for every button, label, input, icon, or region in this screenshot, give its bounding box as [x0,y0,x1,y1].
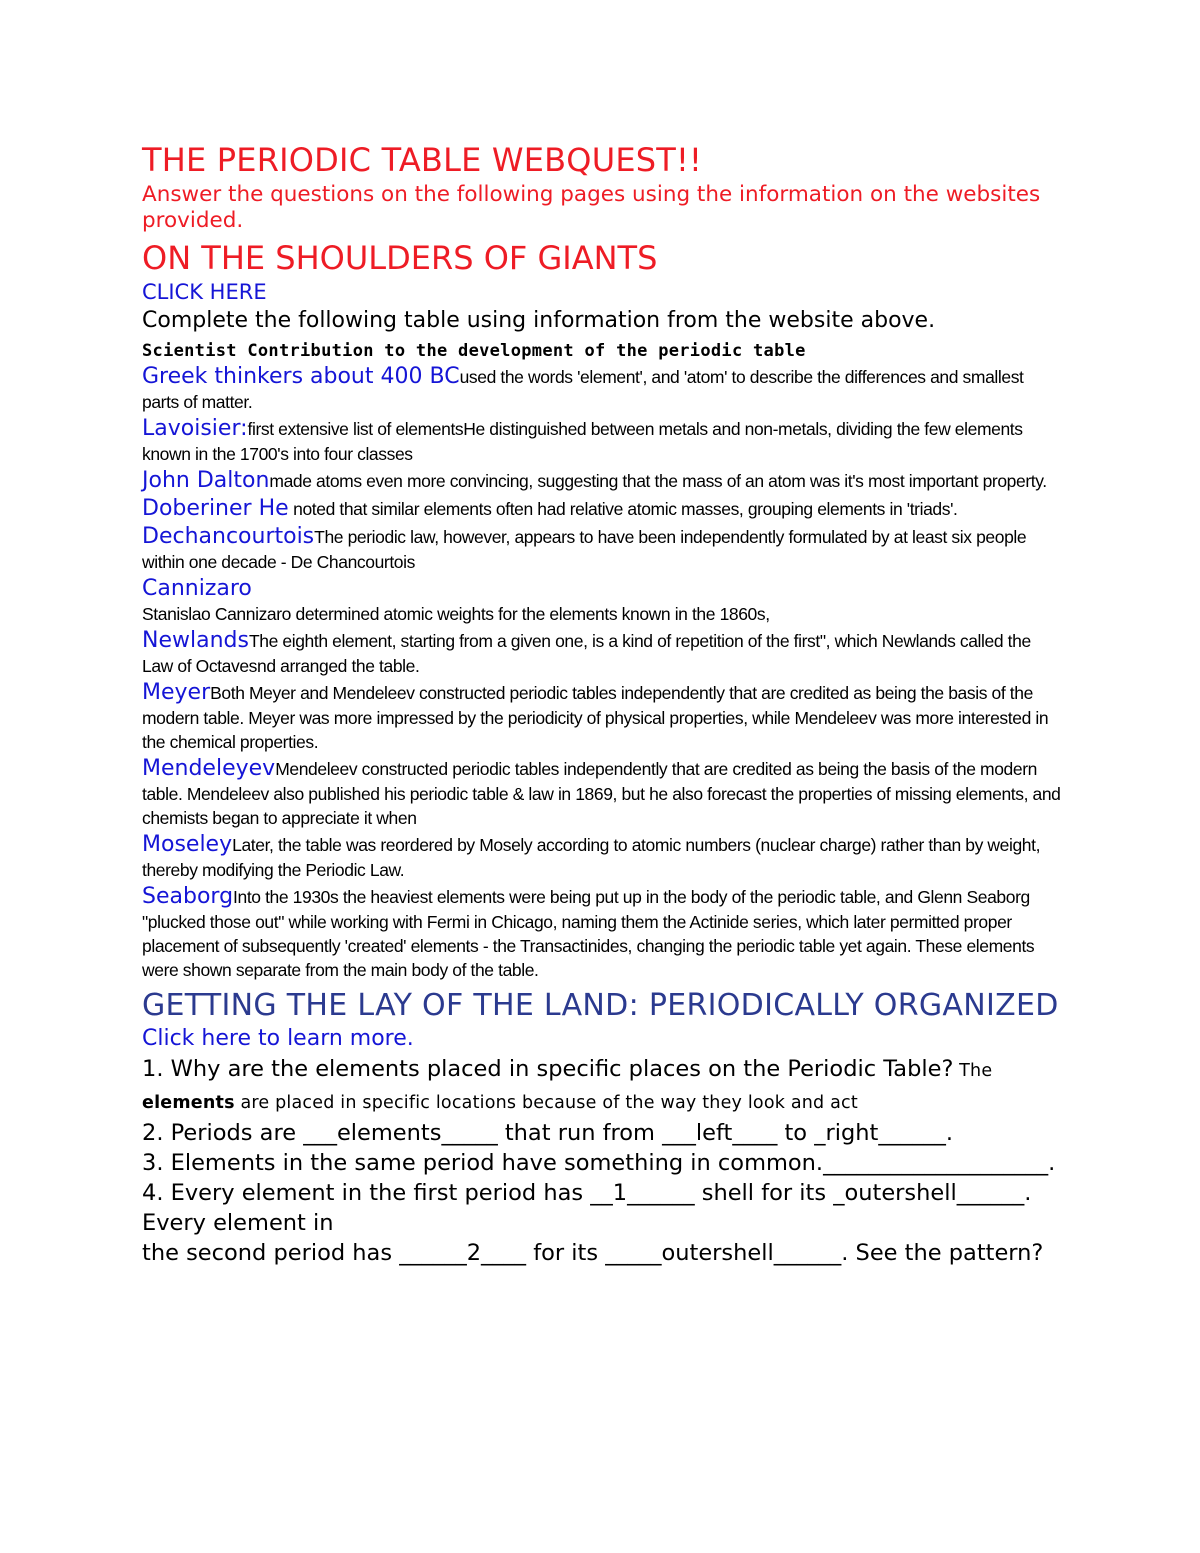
scientist-row [142,832,1062,882]
scientist-row [142,524,1062,574]
scientist-contribution: made atoms even more convincing, suggesting that the mass of an atom was it's most important property. [269,471,1047,491]
section-heading-lay-of-land: GETTING THE LAY OF THE LAND: PERIODICALLY ORGANIZED [142,988,1059,1023]
scientist-name: Newlands [142,628,249,653]
answer-1-pre: The [953,1061,993,1081]
question-4-continued: the second period has ______2____ for its _____outershell______. See the pattern? [142,1240,1044,1266]
scientist-name: Lavoisier: [142,416,248,441]
question-1 [142,1054,1062,1118]
scientist-name: Moseley [142,832,233,857]
question-4: 4. Every element in the first period has __1______ shell for its _outershell______. Every element in [142,1180,1032,1236]
scientist-row [142,756,1062,830]
click-here-link[interactable]: CLICK HERE [142,280,267,304]
table-instruction: Complete the following table using information from the website above. [142,308,936,333]
scientist-contribution: Later, the table was reordered by Mosely according to atomic numbers (nuclear charge) rather than by weight, thereby modifying the Periodic Law. [142,835,1041,880]
scientist-name: John Dalton [142,468,270,493]
scientist-name: Doberiner He [142,496,289,521]
scientist-row [142,468,1062,494]
scientist-row [142,496,1062,522]
scientist-row [142,884,1062,982]
answer-1-bold-text: elements [142,1093,235,1113]
scientist-contribution: Into the 1930s the heaviest elements were being put up in the body of the periodic table, and Glenn Seaborg "plucked those out" while working with Fermi in Chicago, naming them the Actinide series, which later permitted proper placement of subsequently 'created' elements - the Transactinides, changing the periodic table yet again. These elements were shown separate from the main body of the table. [142,887,1035,980]
question-2: 2. Periods are ___elements_____ that run from ___left____ to _right______. [142,1120,953,1146]
answer-1-bold [142,1093,235,1113]
question-3: 3. Elements in the same period have something in common.____________________. [142,1150,1056,1176]
scientist-name: Greek thinkers about 400 BC [142,364,460,389]
section-heading-giants: ON THE SHOULDERS OF GIANTS [142,239,658,277]
scientist-contribution: Stanislao Cannizaro determined atomic weights for the elements known in the 1860s, [142,604,770,624]
scientist-name: Dechancourtois [142,524,315,549]
scientist-row [142,680,1062,754]
scientist-row [142,628,1062,678]
document-content [142,140,1062,1268]
scientist-list [142,364,1062,982]
answer-1-post: are placed in specific locations because of the way they look and act [234,1093,858,1113]
scientist-row [142,364,1062,414]
learn-more-link[interactable]: Click here to learn more. [142,1026,414,1051]
scientist-contribution: Mendeleev constructed periodic tables independently that are credited as being the basis of the modern table. Mendeleev also published his periodic table & law in 1869, but he also forecast the properties of missing elements, and chemists began to appreciate it when [142,759,1061,828]
scientist-name: Meyer [142,680,211,705]
scientist-contribution: The periodic law, however, appears to have been independently formulated by at least six people within one decade - De Chancourtois [142,527,1027,572]
scientist-row [142,576,1062,626]
question-1-text: 1. Why are the elements placed in specific places on the Periodic Table? [142,1056,954,1082]
scientist-row [142,416,1062,466]
scientist-contribution: noted that similar elements often had relative atomic masses, grouping elements in 'triads'. [288,499,958,519]
scientist-contribution: Both Meyer and Mendeleev constructed periodic tables independently that are credited as being the basis of the modern table. Meyer was more impressed by the periodicity of physical properties, while Mendeleev was more interested in the chemical properties. [142,683,1049,752]
page-title: THE PERIODIC TABLE WEBQUEST!! [142,141,703,179]
scientist-contribution: used the words 'element', and 'atom' to describe the differences and smallest parts of matter. [142,367,1024,412]
scientist-contribution: first extensive list of elementsHe distinguished between metals and non-metals, dividing the few elements known in the 1700's into four classes [142,419,1023,464]
scientist-contribution: The eighth element, starting from a given one, is a kind of repetition of the first", which Newlands called the Law of Octavesnd arranged the table. [142,631,1031,676]
page-subtitle: Answer the questions on the following pages using the information on the websites provided. [142,182,1041,233]
scientist-name: Cannizaro [142,576,252,601]
scientist-name: Mendeleyev [142,756,276,781]
scientist-name: Seaborg [142,884,234,909]
table-header: Scientist Contribution to the development of the periodic table [142,341,806,361]
